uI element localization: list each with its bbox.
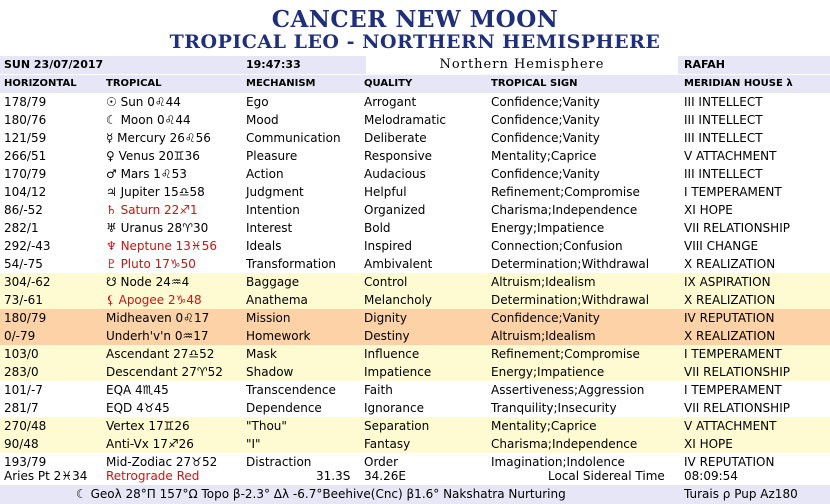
mechanism-cell: Mood xyxy=(246,113,279,127)
tropical-cell: ♀ Venus 20♊36 xyxy=(106,149,200,163)
house-cell: III INTELLECT xyxy=(684,167,763,181)
sign-cell: Mentality;Caprice xyxy=(491,419,597,433)
horizontal-cell: 170/79 xyxy=(4,167,47,181)
house-cell: IV REPUTATION xyxy=(684,311,775,325)
location-label: RAFAH xyxy=(684,58,725,71)
tropical-cell: Anti-Vx 17♐26 xyxy=(106,437,194,451)
table-header xyxy=(0,75,830,94)
quality-cell: Influence xyxy=(364,347,420,361)
horizontal-cell: 266/51 xyxy=(4,149,47,163)
sidereal-label: Local Sidereal Time xyxy=(548,469,665,483)
tropical-cell: Midheaven 0♌17 xyxy=(106,311,210,325)
sign-cell: Confidence;Vanity xyxy=(491,311,600,325)
sign-cell: Charisma;Independence xyxy=(491,203,638,217)
house-cell: III INTELLECT xyxy=(684,95,763,109)
horizontal-cell: 270/48 xyxy=(4,419,47,433)
horizontal-cell: 104/12 xyxy=(4,185,47,199)
quality-cell: Organized xyxy=(364,203,426,217)
mechanism-cell: Dependence xyxy=(246,401,322,415)
tropical-cell: Underh'v'n 0♒17 xyxy=(106,329,209,343)
mechanism-cell: Ideals xyxy=(246,239,282,253)
quality-cell: Ambivalent xyxy=(364,257,433,271)
horizontal-cell: 281/7 xyxy=(4,401,39,415)
page-subtitle: TROPICAL LEO - NORTHERN HEMISPHERE xyxy=(169,31,661,53)
tropical-cell: EQD 4♉45 xyxy=(106,401,170,415)
table-row xyxy=(0,363,830,381)
horizontal-cell: 180/79 xyxy=(4,311,47,325)
mechanism-cell: Distraction xyxy=(246,455,312,469)
table-row xyxy=(0,165,830,183)
house-cell: X REALIZATION xyxy=(684,257,776,271)
tropical-cell: ♃ Jupiter 15♎58 xyxy=(106,185,205,199)
time-label: 19:47:33 xyxy=(246,58,301,71)
sign-cell: Determination;Withdrawal xyxy=(491,293,650,307)
mechanism-cell: Homework xyxy=(246,329,311,343)
header-horizontal: HORIZONTAL xyxy=(4,78,77,89)
star-info: Turais ρ Pup Az180 xyxy=(684,487,798,501)
table-row xyxy=(0,201,830,219)
mechanism-cell: Intention xyxy=(246,203,300,217)
header-meridian-house: MERIDIAN HOUSE λ xyxy=(684,78,793,89)
mechanism-cell: Anathema xyxy=(246,293,308,307)
mechanism-cell: Interest xyxy=(246,221,293,235)
mechanism-cell: Judgment xyxy=(246,185,304,199)
house-cell: V ATTACHMENT xyxy=(684,419,777,433)
sign-cell: Confidence;Vanity xyxy=(491,167,600,181)
sign-cell: Confidence;Vanity xyxy=(491,95,600,109)
tropical-cell: Ascendant 27♎52 xyxy=(106,347,215,361)
table-row xyxy=(0,417,830,435)
quality-cell: Responsive xyxy=(364,149,433,163)
horizontal-cell: 292/-43 xyxy=(4,239,51,253)
table-row xyxy=(0,273,830,291)
table-row xyxy=(0,129,830,147)
geo-line: ☾ Geoλ 28°Π 157°Ω Topo β-2.3° Δλ -6.7°Beehive(Cnc) β1.6° Nakshatra Nurturing xyxy=(76,487,566,501)
quality-cell: Melodramatic xyxy=(364,113,446,127)
quality-cell: Melancholy xyxy=(364,293,433,307)
quality-cell: Deliberate xyxy=(364,131,427,145)
house-cell: XI HOPE xyxy=(684,437,733,451)
quality-cell: Order xyxy=(364,455,399,469)
table-row xyxy=(0,147,830,165)
date-label: SUN 23/07/2017 xyxy=(4,58,104,71)
house-cell: V ATTACHMENT xyxy=(684,149,777,163)
horizontal-cell: 282/1 xyxy=(4,221,39,235)
footer-info xyxy=(0,467,830,485)
sign-cell: Confidence;Vanity xyxy=(491,113,600,127)
mechanism-cell: Action xyxy=(246,167,284,181)
house-cell: IV REPUTATION xyxy=(684,455,775,469)
header-tropical-sign: TROPICAL SIGN xyxy=(491,78,578,89)
tropical-cell: Descendant 27♈52 xyxy=(106,365,223,379)
longitude: 34.26E xyxy=(364,469,406,483)
sign-cell: Determination;Withdrawal xyxy=(491,257,650,271)
table-row xyxy=(0,399,830,417)
horizontal-cell: 0/-79 xyxy=(4,329,36,343)
tropical-cell: ☿ Mercury 26♌56 xyxy=(106,131,211,145)
mechanism-cell: Transcendence xyxy=(246,383,336,397)
table-row xyxy=(0,111,830,129)
sign-cell: Tranquility;Insecurity xyxy=(491,401,617,415)
tropical-cell: ♆ Neptune 13♓56 xyxy=(106,239,217,253)
house-cell: III INTELLECT xyxy=(684,113,763,127)
sign-cell: Energy;Impatience xyxy=(491,221,605,235)
page-title: CANCER NEW MOON xyxy=(271,6,559,33)
house-cell: X REALIZATION xyxy=(684,293,776,307)
table-row xyxy=(0,435,830,453)
horizontal-cell: 101/-7 xyxy=(4,383,43,397)
quality-cell: Destiny xyxy=(364,329,410,343)
horizontal-cell: 54/-75 xyxy=(4,257,43,271)
sign-cell: Energy;Impatience xyxy=(491,365,605,379)
horizontal-cell: 180/76 xyxy=(4,113,47,127)
footer-bottom xyxy=(0,485,830,504)
house-cell: VII RELATIONSHIP xyxy=(684,221,790,235)
quality-cell: Separation xyxy=(364,419,430,433)
table-row xyxy=(0,219,830,237)
tropical-cell: ⚸ Apogee 2♑48 xyxy=(106,293,202,307)
quality-cell: Inspired xyxy=(364,239,413,253)
tropical-cell: ♇ Pluto 17♑50 xyxy=(106,257,196,271)
sidereal-time: 08:09:54 xyxy=(684,469,738,483)
tropical-cell: ♅ Uranus 28♈30 xyxy=(106,221,209,235)
tropical-cell: EQA 4♏45 xyxy=(106,383,169,397)
mechanism-cell: Transformation xyxy=(246,257,337,271)
sign-cell: Altruism;Idealism xyxy=(491,329,596,343)
table-row xyxy=(0,345,830,363)
house-cell: VII RELATIONSHIP xyxy=(684,365,790,379)
house-cell: XI HOPE xyxy=(684,203,733,217)
mechanism-cell: Baggage xyxy=(246,275,300,289)
table-row xyxy=(0,255,830,273)
sign-cell: Imagination;Indolence xyxy=(491,455,625,469)
tropical-cell: ☉ Sun 0♌44 xyxy=(106,95,181,109)
quality-cell: Arrogant xyxy=(364,95,417,109)
sign-cell: Refinement;Compromise xyxy=(491,185,640,199)
aries-point: Aries Pt 2♓34 xyxy=(4,469,88,483)
mechanism-cell: Mission xyxy=(246,311,291,325)
tropical-cell: Mid-Zodiac 27♉52 xyxy=(106,455,218,469)
latitude: 31.3S xyxy=(316,469,351,483)
tropical-cell: ☾ Moon 0♌44 xyxy=(106,113,191,127)
mechanism-cell: Mask xyxy=(246,347,277,361)
header-mechanism: MECHANISM xyxy=(246,78,316,89)
horizontal-cell: 121/59 xyxy=(4,131,47,145)
header-tropical: TROPICAL xyxy=(106,78,162,89)
hemisphere-label: Northern Hemisphere xyxy=(366,56,678,74)
header-quality: QUALITY xyxy=(364,78,413,89)
horizontal-cell: 193/79 xyxy=(4,455,47,469)
sign-cell: Assertiveness;Aggression xyxy=(491,383,645,397)
horizontal-cell: 283/0 xyxy=(4,365,39,379)
house-cell: IX ASPIRATION xyxy=(684,275,771,289)
quality-cell: Helpful xyxy=(364,185,407,199)
retrograde-legend: Retrograde Red xyxy=(106,469,200,483)
table-row xyxy=(0,291,830,309)
tropical-cell: ♂ Mars 1♌53 xyxy=(106,167,187,181)
horizontal-cell: 90/48 xyxy=(4,437,39,451)
mechanism-cell: "Thou" xyxy=(246,419,287,433)
tropical-cell: ☋ Node 24♒4 xyxy=(106,275,190,289)
quality-cell: Dignity xyxy=(364,311,407,325)
horizontal-cell: 103/0 xyxy=(4,347,39,361)
tropical-cell: ♄ Saturn 22♐1 xyxy=(106,203,198,217)
house-cell: I TEMPERAMENT xyxy=(684,383,782,397)
sign-cell: Charisma;Independence xyxy=(491,437,638,451)
mechanism-cell: Shadow xyxy=(246,365,294,379)
quality-cell: Faith xyxy=(364,383,393,397)
sign-cell: Connection;Confusion xyxy=(491,239,623,253)
table-row xyxy=(0,309,830,327)
house-cell: I TEMPERAMENT xyxy=(684,347,782,361)
sign-cell: Mentality;Caprice xyxy=(491,149,597,163)
quality-cell: Ignorance xyxy=(364,401,424,415)
quality-cell: Impatience xyxy=(364,365,432,379)
mechanism-cell: "I" xyxy=(246,437,261,451)
planet-table xyxy=(0,93,830,471)
sign-cell: Altruism;Idealism xyxy=(491,275,596,289)
house-cell: VIII CHANGE xyxy=(684,239,759,253)
house-cell: I TEMPERAMENT xyxy=(684,185,782,199)
table-row xyxy=(0,93,830,111)
table-row xyxy=(0,237,830,255)
house-cell: X REALIZATION xyxy=(684,329,776,343)
sign-cell: Confidence;Vanity xyxy=(491,131,600,145)
quality-cell: Bold xyxy=(364,221,391,235)
table-row xyxy=(0,327,830,345)
mechanism-cell: Pleasure xyxy=(246,149,298,163)
table-row xyxy=(0,381,830,399)
sign-cell: Refinement;Compromise xyxy=(491,347,640,361)
horizontal-cell: 73/-61 xyxy=(4,293,43,307)
table-row xyxy=(0,183,830,201)
tropical-cell: Vertex 17♊26 xyxy=(106,419,190,433)
house-cell: III INTELLECT xyxy=(684,131,763,145)
quality-cell: Fantasy xyxy=(364,437,411,451)
horizontal-cell: 86/-52 xyxy=(4,203,43,217)
quality-cell: Audacious xyxy=(364,167,426,181)
mechanism-cell: Communication xyxy=(246,131,341,145)
horizontal-cell: 304/-62 xyxy=(4,275,51,289)
quality-cell: Control xyxy=(364,275,408,289)
mechanism-cell: Ego xyxy=(246,95,269,109)
horizontal-cell: 178/79 xyxy=(4,95,47,109)
house-cell: VII RELATIONSHIP xyxy=(684,401,790,415)
